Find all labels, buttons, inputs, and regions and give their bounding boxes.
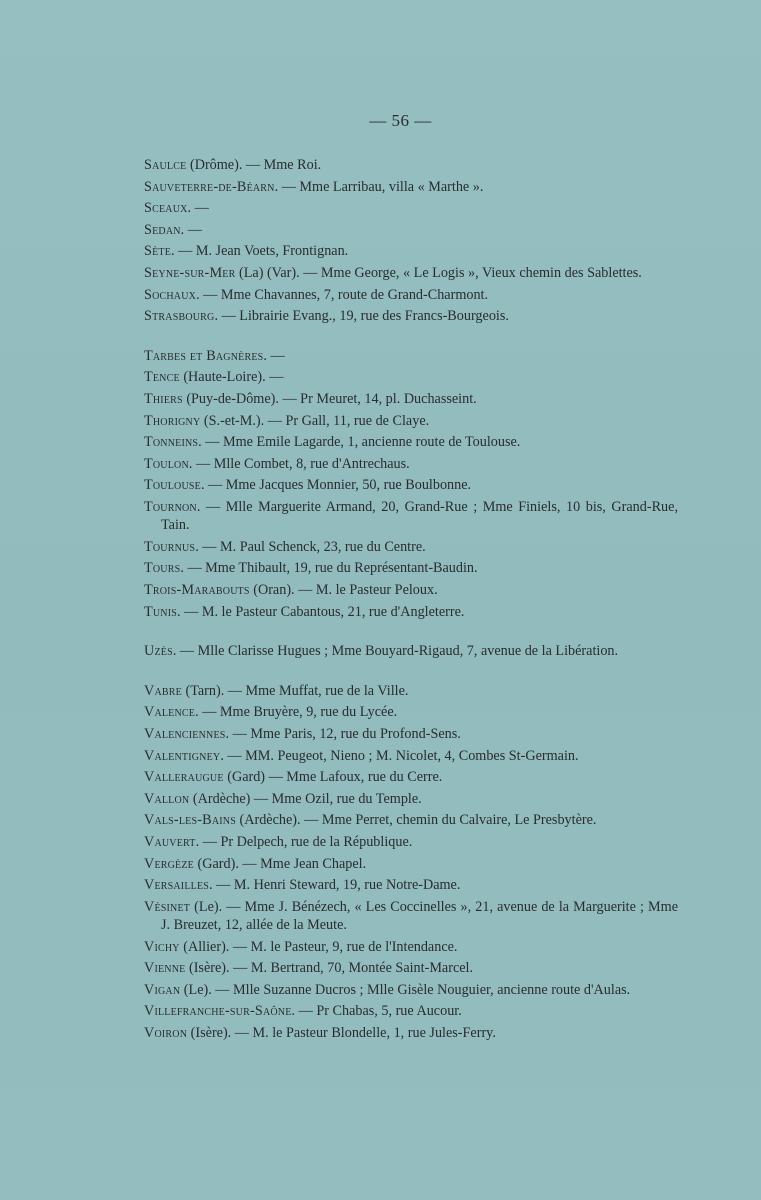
town-name: Tournus [144, 538, 196, 555]
contact-details: . — Mme Chavannes, 7, route de Grand-Charmont. [196, 286, 489, 303]
town-name: Seyne-sur-Mer [144, 264, 236, 281]
listing-entry [144, 938, 678, 956]
contact-details: . — MM. Peugeot, Nieno ; M. Nicolet, 4, Combes St-Germain. [220, 747, 579, 764]
listing-entry [144, 286, 678, 304]
listing-entry [144, 981, 678, 999]
listing-entry [144, 642, 678, 660]
town-name: Sète [144, 243, 172, 260]
listing-entry [144, 682, 678, 700]
town-name: Vésinet [144, 898, 191, 915]
town-name: Thiers [144, 390, 183, 407]
town-name: Tours [144, 560, 181, 577]
contact-details: (Isère). — M. Bertrand, 70, Montée Saint-Marcel. [185, 960, 474, 977]
listing-entry [144, 178, 678, 196]
contact-details: . — M. le Pasteur Cabantous, 21, rue d'Angleterre. [177, 603, 465, 620]
town-name: Sedan [144, 221, 181, 238]
section-gap [144, 664, 678, 682]
listing-entry [144, 559, 678, 577]
contact-details: . — M. Henri Steward, 19, rue Notre-Dame. [209, 877, 461, 894]
town-name: Vauvert [144, 833, 196, 850]
listing-entry [144, 307, 678, 325]
contact-details: (Le). — Mlle Suzanne Ducros ; Mlle Gisèle Nouguier, ancienne route d'Aulas. [180, 981, 631, 998]
town-name: Toulouse [144, 477, 201, 494]
listing-entry [144, 725, 678, 743]
contact-details: (Gard) — Mme Lafoux, rue du Cerre. [223, 769, 443, 786]
contact-details: . — Mlle Clarisse Hugues ; Mme Bouyard-Rigaud, 7, avenue de la Libération. [172, 643, 619, 660]
listing-entry [144, 455, 678, 473]
town-name: Villefranche-sur-Saône [144, 1003, 292, 1020]
town-name: Sochaux [144, 286, 197, 303]
letter-section [144, 347, 678, 621]
contact-details: (Drôme). — Mme Roi. [186, 157, 322, 173]
town-name: Toulon [144, 455, 189, 472]
town-name: Strasbourg [144, 308, 215, 325]
contact-details: . — Mme Thibault, 19, rue du Représentant-Baudin. [180, 560, 478, 577]
contact-details: . — [187, 200, 209, 217]
contact-details: . — M. Paul Schenck, 23, rue du Centre. [195, 538, 426, 555]
contact-details: (S.-et-M.). — Pr Gall, 11, rue de Claye. [200, 412, 430, 429]
town-name: Saulce [144, 157, 187, 173]
listing-entry [144, 242, 678, 260]
contact-details: (Haute-Loire). — [179, 369, 284, 386]
letter-section [144, 156, 678, 325]
contact-details: (Le). — Mme J. Bénézech, « Les Coccinelles », 21, avenue de la Marguerite ; Mme J. Breuzet, 12, allée de la Meute. [161, 898, 678, 933]
listing-entry [144, 603, 678, 621]
contact-details: . — Mme Bruyère, 9, rue du Lycée. [195, 704, 398, 721]
listing-entry [144, 747, 678, 765]
listing-entry [144, 412, 678, 430]
section-gap [144, 624, 678, 642]
contact-details: (Tarn). — Mme Muffat, rue de la Ville. [181, 682, 409, 699]
town-name: Voiron [144, 1024, 188, 1041]
listing-entry [144, 498, 678, 535]
town-name: Sceaux [144, 200, 188, 217]
page-number: — 56 — [369, 111, 432, 130]
town-name: Vichy [144, 938, 180, 955]
town-name: Tarbes et Bagnères [144, 347, 264, 364]
town-name: Valenciennes [144, 725, 226, 742]
contact-details: (Oran). — M. le Pasteur Peloux. [249, 581, 438, 598]
listing-entry [144, 1024, 678, 1042]
listing-entry [144, 959, 678, 977]
town-name: Vigan [144, 981, 181, 998]
listing-entry [144, 811, 678, 829]
listing-entry [144, 347, 678, 365]
town-name: Valence [144, 704, 196, 721]
town-name: Tonneins [144, 434, 199, 451]
contact-details: . — Librairie Evang., 19, rue des Francs-Bourgeois. [214, 308, 509, 325]
contact-details: . — Mme Jacques Monnier, 50, rue Boulbonne. [200, 477, 472, 494]
contact-details: . — Mlle Combet, 8, rue d'Antrechaus. [188, 455, 410, 472]
listing-entry [144, 703, 678, 721]
listing-entry [144, 156, 678, 174]
town-name: Vergèze [144, 855, 194, 872]
town-name: Vals-les-Bains [144, 812, 236, 829]
town-name: Tunis [144, 603, 178, 620]
letter-section [144, 642, 678, 660]
listing-entry [144, 433, 678, 451]
listing-entry [144, 768, 678, 786]
town-name: Vallon [144, 790, 190, 807]
listing-entry [144, 855, 678, 873]
town-name: Vabre [144, 682, 182, 699]
listing-entry [144, 368, 678, 386]
section-gap [144, 329, 678, 347]
town-name: Valentigney [144, 747, 221, 764]
listing-entry [144, 1002, 678, 1020]
contact-details: . — Pr Chabas, 5, rue Aucour. [291, 1003, 462, 1020]
contact-details: (Isère). — M. le Pasteur Blondelle, 1, rue Jules-Ferry. [187, 1024, 496, 1041]
contact-details: . — [180, 221, 202, 238]
listing-entry [144, 898, 678, 935]
town-name: Tence [144, 369, 180, 386]
contact-details: (Gard). — Mme Jean Chapel. [193, 855, 367, 872]
contact-details: . — Mme Emile Lagarde, 1, ancienne route de Toulouse. [198, 434, 521, 451]
town-name: Vienne [144, 960, 186, 977]
listing-entry [144, 538, 678, 556]
town-name: Trois-Marabouts [144, 581, 250, 598]
contact-details: . — Mlle Marguerite Armand, 20, Grand-Rue ; Mme Finiels, 10 bis, Grand-Rue, Tain. [161, 498, 678, 534]
town-name: Versailles [144, 877, 210, 894]
town-name: Tournon [144, 498, 197, 515]
contact-details: . — Mme Larribau, villa « Marthe ». [274, 178, 484, 195]
town-name: Valleraugue [144, 769, 224, 786]
contact-details: . — M. Jean Voets, Frontignan. [171, 243, 349, 260]
address-listing [144, 156, 678, 1046]
contact-details: (Ardèche) — Mme Ozil, rue du Temple. [189, 790, 422, 807]
listing-entry [144, 199, 678, 217]
contact-details: (Ardèche). — Mme Perret, chemin du Calvaire, Le Presbytère. [235, 812, 597, 829]
listing-entry [144, 221, 678, 239]
town-name: Thorigny [144, 412, 201, 429]
listing-entry [144, 833, 678, 851]
listing-entry [144, 390, 678, 408]
town-name: Uzès [144, 643, 173, 660]
listing-entry [144, 876, 678, 894]
letter-section [144, 682, 678, 1043]
contact-details: (Allier). — M. le Pasteur, 9, rue de l'Intendance. [179, 938, 458, 955]
contact-details: . — Pr Delpech, rue de la République. [195, 833, 413, 850]
contact-details: (Puy-de-Dôme). — Pr Meuret, 14, pl. Duchasseint. [182, 390, 477, 407]
listing-entry [144, 581, 678, 599]
contact-details: (La) (Var). — Mme George, « Le Logis », Vieux chemin des Sablettes. [235, 264, 642, 281]
listing-entry [144, 476, 678, 494]
listing-entry [144, 790, 678, 808]
contact-details: . — Mme Paris, 12, rue du Profond-Sens. [225, 725, 461, 742]
listing-entry [144, 264, 678, 282]
contact-details: . — [263, 347, 285, 364]
town-name: Sauveterre-de-Béarn [144, 178, 275, 195]
